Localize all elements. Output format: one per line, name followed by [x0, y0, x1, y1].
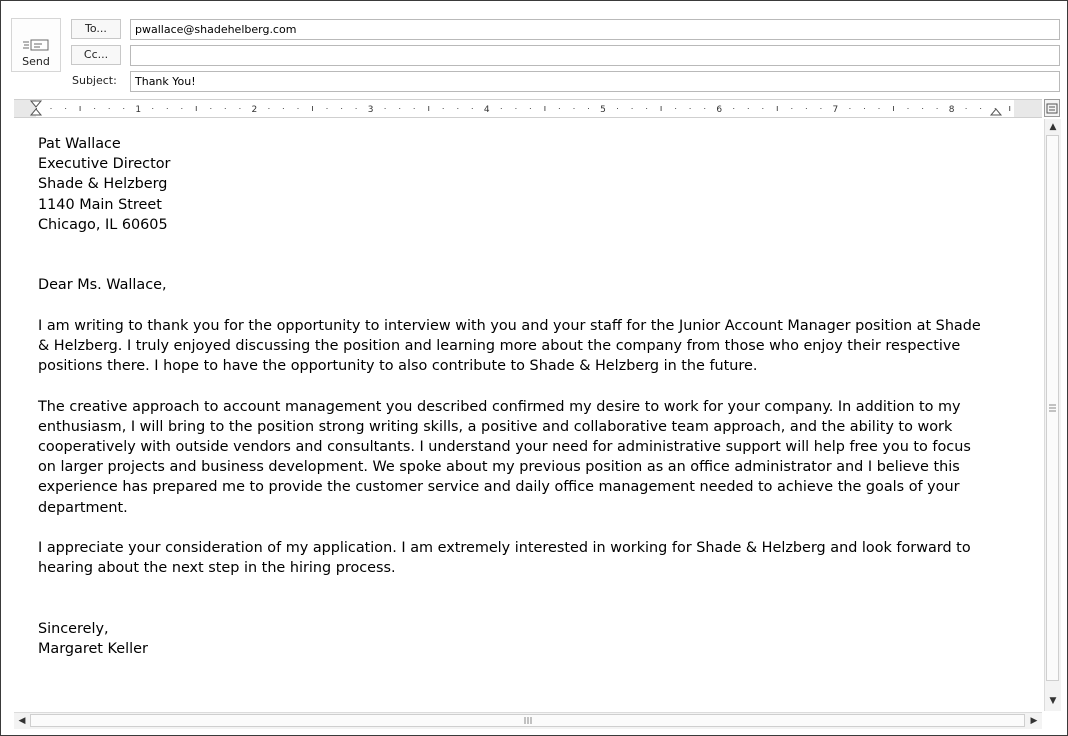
scroll-right-icon[interactable]: ▶ [1030, 716, 1038, 726]
message-header [1, 1, 1067, 97]
scroll-down-icon[interactable]: ▼ [1049, 696, 1057, 706]
paragraph: I appreciate your consideration of my application. I am extremely interested in working for Shade & Helzberg and look forward to hearing about the next step in the hiring process. [38, 540, 971, 577]
scroll-left-icon[interactable]: ◀ [18, 716, 26, 726]
scroll-up-icon[interactable]: ▲ [1049, 122, 1057, 132]
closing: Sincerely, [38, 620, 109, 637]
vertical-scroll-thumb[interactable] [1046, 135, 1059, 681]
address-line: Pat Wallace [38, 136, 121, 152]
ruler-number: 8 [948, 105, 955, 115]
address-line: 1140 Main Street [38, 196, 162, 213]
send-button[interactable] [11, 18, 61, 72]
to-button[interactable]: To... [71, 19, 121, 39]
salutation: Dear Ms. Wallace, [38, 277, 167, 294]
to-field[interactable]: pwallace@shadehelberg.com [130, 19, 1060, 40]
ruler-number: 6 [716, 105, 723, 115]
ruler-number: 4 [483, 105, 490, 115]
ruler-number: 2 [251, 105, 258, 115]
cc-field[interactable] [130, 45, 1060, 66]
subject-label: Subject: [72, 74, 117, 87]
paragraph: The creative approach to account management you described confirmed my desire to work for your company. In addition to my enthusiasm, I will bring to the position strong writing skills, a positive and collaborative team approach, and the ability to work cooperatively with outside vendors and consultants. I understand your need for administrative support will help free you to focus on larger projects and business development. We spoke about my previous position as an office administrator and I believe this experience has prepared me to provide the customer service and daily office management needed to achieve the goals of your department. [38, 398, 971, 516]
send-label: Send [22, 55, 50, 68]
right-indent-marker[interactable] [991, 109, 1001, 115]
signature: Margaret Keller [38, 641, 148, 657]
grip-icon [1047, 404, 1058, 412]
ruler[interactable] [14, 99, 1042, 118]
ruler-number: 7 [832, 105, 839, 115]
grip-icon [523, 715, 533, 726]
ruler-number: 5 [600, 105, 606, 115]
send-icon [23, 39, 49, 51]
message-body[interactable] [14, 119, 1043, 711]
ruler-number: 3 [367, 105, 374, 115]
horizontal-scrollbar[interactable] [14, 712, 1042, 729]
vertical-scrollbar[interactable] [1044, 119, 1061, 711]
address-line: Executive Director [38, 156, 171, 173]
horizontal-scroll-thumb[interactable] [30, 714, 1025, 727]
view-ruler-toggle[interactable] [1044, 99, 1060, 117]
cc-button[interactable]: Cc... [71, 45, 121, 65]
address-line: Shade & Helzberg [38, 176, 168, 193]
subject-field[interactable]: Thank You! [130, 71, 1060, 92]
paragraph: I am writing to thank you for the opportunity to interview with you and your staff for the Junior Account Manager position at Shade & Helzberg. I truly enjoyed discussing the position and learning more about the company from those who enjoy their respective positions there. I hope to have the opportunity to also contribute to Shade & Helzberg in the future. [38, 317, 981, 375]
ruler-icon [1045, 100, 1059, 116]
letter-text [38, 134, 983, 659]
address-line: Chicago, IL 60605 [38, 216, 168, 233]
ruler-number: 1 [135, 105, 142, 115]
